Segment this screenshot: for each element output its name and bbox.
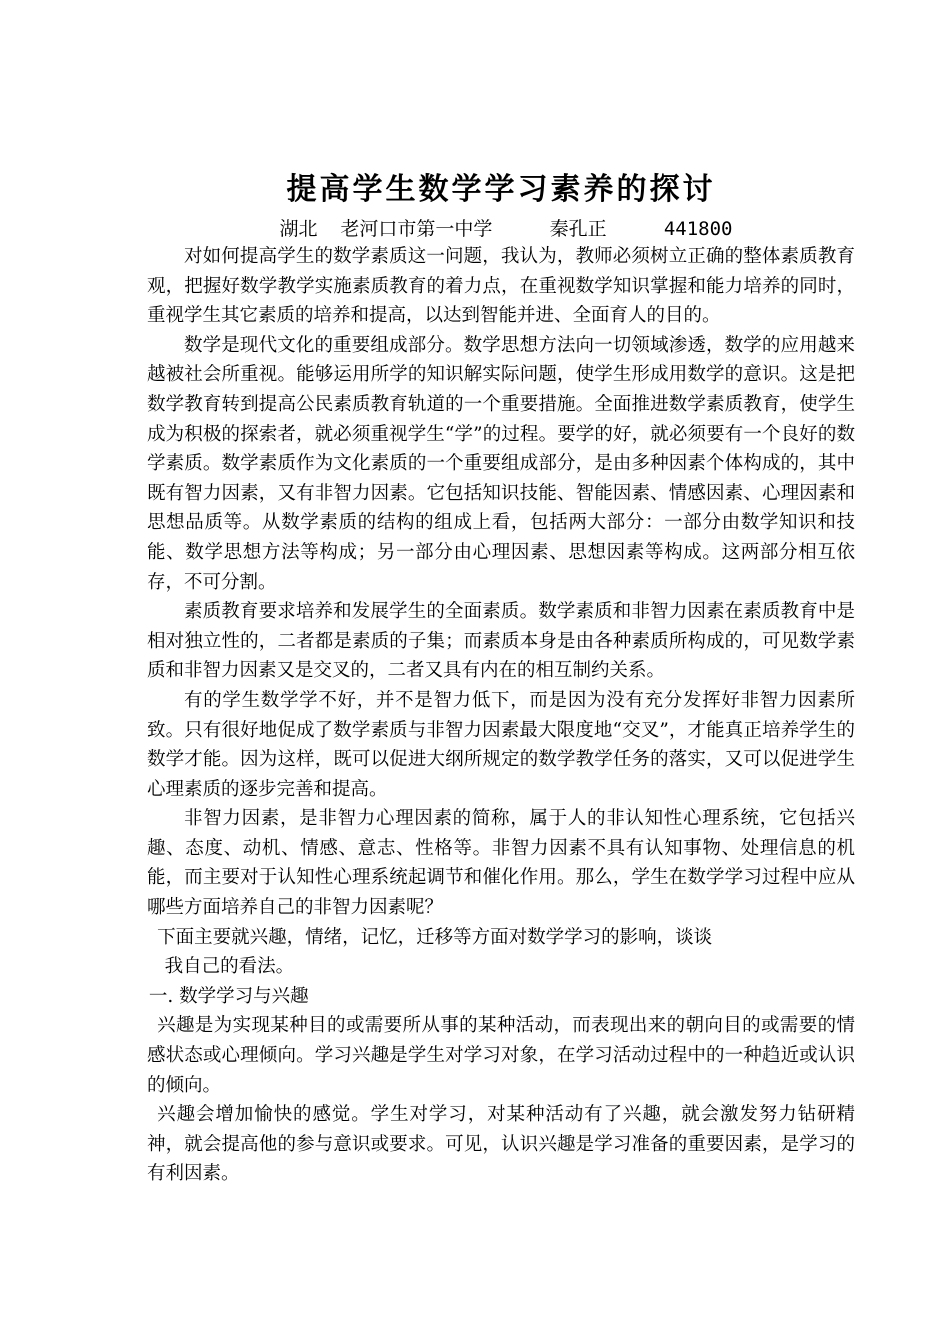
paragraph-definition: 非智力因素，是非智力心理因素的简称，属于人的非认知性心理系统，它包括兴趣、态度、动机、情感、意志、性格等。非智力因素不具有认知事物、处理信息的机能，而主要对于认知性心理系统起调节和催化作用。那么，学生在数学学习过程中应从哪些方面培养自己的非智力因素呢？ bbox=[147, 808, 855, 919]
document-body bbox=[147, 242, 855, 1189]
section-heading: 一. 数学学习与兴趣 bbox=[148, 985, 309, 1007]
paragraph-non-intellectual: 有的学生数学学不好，并不是智力低下，而是因为没有充分发挥好非智力因素所致。只有很好地促成了数学素质与非智力因素最大限度地“交叉”，才能真正培养学生的数学才能。因为这样，既可以促进大纲所规定的数学教学任务的落实，又可以促进学生心理素质的逐步完善和提高。 bbox=[147, 689, 855, 800]
author-byline: 湖北 老河口市第一中学 秦孔正 441800 bbox=[279, 218, 733, 240]
transition-line-1: 下面主要就兴趣，情绪，记忆，迁移等方面对数学学习的影响，谈谈 bbox=[157, 926, 713, 948]
document-title: 提高学生数学学习素养的探讨 bbox=[286, 172, 716, 207]
document-page bbox=[147, 170, 855, 1189]
section-paragraph-interest: 兴趣是为实现某种目的或需要所从事的某种活动，而表现出来的朝向目的或需要的情感状态或心理倾向。学习兴趣是学生对学习对象，在学习活动过程中的一种趋近或认识的倾向。 bbox=[147, 1015, 855, 1096]
section-paragraph-pleasure: 兴趣会增加愉快的感觉。学生对学习，对某种活动有了兴趣，就会激发努力钻研精神，就会提高他的参与意识或要求。可见，认识兴趣是学习准备的重要因素，是学习的有利因素。 bbox=[147, 1104, 855, 1185]
paragraph-math-culture: 数学是现代文化的重要组成部分。数学思想方法向一切领域渗透，数学的应用越来越被社会所重视。能够运用所学的知识解实际问题，使学生形成用数学的意识。这是把数学教育转到提高公民素质教育轨道的一个重要措施。全面推进数学素质教育，使学生成为积极的探索者，就必须重视学生“学”的过程。要学的好，就必须要有一个良好的数学素质。数学素质作为文化素质的一个重要组成部分，是由多种因素个体构成的，其中既有智力因素，又有非智力因素。它包括知识技能、智能因素、情感因素、心理因素和思想品质等。从数学素质的结构的组成上看，包括两大部分：一部分由数学知识和技能、数学思想方法等构成；另一部分由心理因素、思想因素等构成。这两部分相互依存，不可分割。 bbox=[147, 334, 855, 593]
paragraph-quality-education: 素质教育要求培养和发展学生的全面素质。数学素质和非智力因素在素质教育中是相对独立性的，二者都是素质的子集；而素质本身是由各种素质所构成的，可见数学素质和非智力因素又是交叉的，二者又具有内在的相互制约关系。 bbox=[147, 601, 855, 682]
transition-line-2: 我自己的看法。 bbox=[164, 956, 295, 978]
paragraph-intro: 对如何提高学生的数学素质这一问题，我认为，教师必须树立正确的整体素质教育观，把握好数学教学实施素质教育的着力点，在重视数学知识掌握和能力培养的同时，重视学生其它素质的培养和提高，以达到智能并进、全面育人的目的。 bbox=[147, 246, 855, 327]
